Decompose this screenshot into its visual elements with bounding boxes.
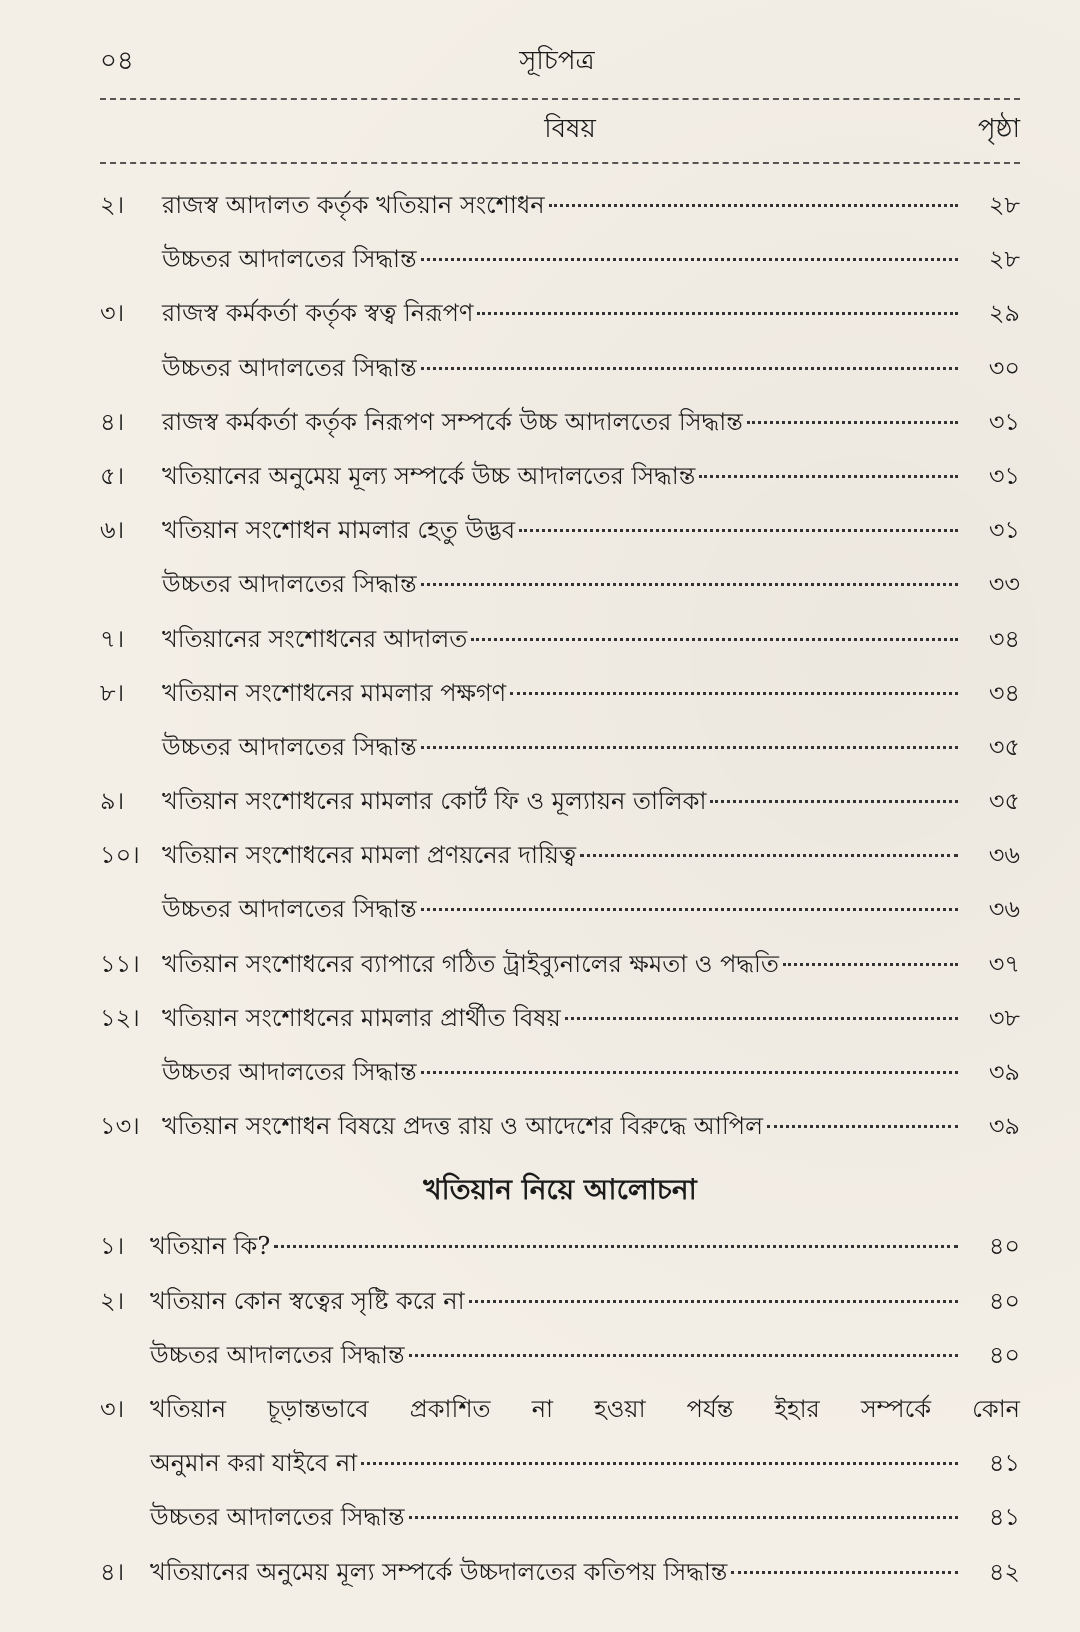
section-title: খতিয়ান নিয়ে আলোচনা [423,1173,697,1207]
entry-title: উচ্চতর আদালতের সিদ্ধান্ত [150,1340,405,1369]
toc-entry [100,1219,1020,1273]
entry-page: ৩৬ [988,895,1020,924]
dot-leader [421,367,958,370]
entry-page: ৪১ [988,1449,1020,1478]
entry-title: রাজস্ব কর্মকর্তা কর্তৃক নিরূপণ সম্পর্কে উচ্চ আদালতের সিদ্ধান্ত [162,407,743,436]
entry-number: ৩। [100,299,125,328]
entry-number: ১০। [100,841,140,870]
toc-entry [100,828,1020,882]
entry-title: খতিয়ান কোন স্বত্বের সৃষ্টি করে না [150,1286,465,1315]
entry-title: অনুমান করা যাইবে না [150,1449,358,1478]
entry-number: ২। [100,191,125,219]
toc-entry [100,286,1020,340]
entry-page: ৪২ [988,1557,1020,1586]
entry-page: ৩১ [988,407,1020,436]
dot-leader [469,1300,958,1303]
entry-page: ৩৩ [988,570,1020,599]
toc-entry [100,774,1020,828]
entry-page: ২৯ [988,299,1020,328]
toc-entry [100,666,1020,720]
entry-page: ২৮ [988,191,1020,219]
dot-leader [421,583,958,586]
entry-title: উচ্চতর আদালতের সিদ্ধান্ত [162,353,417,382]
entry-page: ৩৭ [988,949,1020,978]
toc-entry [100,503,1020,557]
toc-entry [100,1045,1020,1099]
toc-entry [100,612,1020,666]
toc-entry [100,720,1020,774]
entry-title: খতিয়ান সংশোধনের মামলার কোর্ট ফি ও মূল্যায়ন তালিকা [162,787,707,816]
dot-leader [409,1354,958,1357]
toc-entry [100,1328,1020,1382]
dot-leader [519,529,958,532]
dot-leader [421,908,958,911]
entry-page: ৩১ [988,461,1020,490]
toc-entry [100,1490,1020,1544]
running-head [100,40,1020,90]
entry-title: উচ্চতর আদালতের সিদ্ধান্ত [162,1058,417,1086]
entry-title: খতিয়ান সংশোধনের মামলার পক্ষগণ [162,678,507,707]
entry-page: ৩৪ [988,678,1020,707]
toc-entry [100,341,1020,395]
dot-leader [767,1125,958,1128]
toc-entry [100,1099,1020,1153]
entry-page: ৩৯ [988,1058,1020,1086]
dot-leader [565,1017,958,1020]
entry-number: ১১। [100,949,140,978]
toc-entry [100,1382,1020,1436]
entry-title: উচ্চতর আদালতের সিদ্ধান্ত [162,245,417,274]
toc-entry [100,232,1020,286]
dot-leader [747,421,958,424]
entry-page: ৪০ [988,1232,1020,1261]
entry-page: ৩৬ [988,841,1020,870]
entry-title: খতিয়ানের অনুমেয় মূল্য সম্পর্কে উচ্চ আদালতের সিদ্ধান্ত [162,461,696,490]
dot-leader [699,475,958,478]
entry-page: ৩৫ [988,787,1020,816]
dot-leader [580,854,958,857]
subject-heading: বিষয় [544,114,596,144]
entry-number: ৮। [100,678,125,707]
entry-number: ১২। [100,1003,140,1032]
toc-list-section2 [100,1219,1020,1598]
entry-number: ৪। [100,1557,125,1586]
toc-entry [100,557,1020,611]
entry-title: খতিয়ান সংশোধনের মামলা প্রণয়নের দায়িত্ব [162,841,577,870]
entry-number: ১৩। [100,1112,140,1141]
page-number: ০৪ [100,46,134,76]
entry-title: রাজস্ব আদালত কর্তৃক খতিয়ান সংশোধন [162,191,545,219]
dot-leader [477,312,958,315]
dot-leader [421,1071,958,1074]
entry-title: খতিয়ানের সংশোধনের আদালত [162,624,468,653]
entry-page: ৪০ [988,1286,1020,1315]
entry-title: খতিয়ান সংশোধন মামলার হেতু উদ্ভব [162,516,516,545]
entry-page: ৩০ [988,353,1020,382]
entry-page: ৩১ [988,516,1020,545]
dot-leader [783,963,958,966]
toc-entry [100,395,1020,449]
entry-page: ৪১ [988,1503,1020,1532]
entry-title: উচ্চতর আদালতের সিদ্ধান্ত [162,732,417,761]
entry-title: খতিয়ান কি? [150,1232,271,1261]
entry-page: ৩৫ [988,732,1020,761]
toc-entry [100,882,1020,936]
toc-list [100,178,1020,1153]
entry-number: ৩। [100,1394,125,1423]
entry-page: ৩৮ [988,1003,1020,1032]
entry-title: খতিয়ানের অনুমেয় মূল্য সম্পর্কে উচ্চদালতের কতিপয় সিদ্ধান্ত [150,1557,728,1586]
toc-entry [100,937,1020,991]
dot-leader [471,638,958,641]
running-title: সূচিপত্র [519,46,595,76]
dot-leader [731,1571,958,1574]
entry-title: খতিয়ান সংশোধনের মামলার প্রার্থীত বিষয় [162,1003,561,1032]
dot-leader [421,258,958,261]
dot-leader [421,746,958,749]
dot-leader [274,1245,958,1248]
dot-leader [549,204,958,207]
entry-title: খতিয়ান সংশোধনের ব্যাপারে গঠিত ট্রাইব্যুনালের ক্ষমতা ও পদ্ধতি [162,949,779,978]
entry-page: ৩৪ [988,624,1020,653]
entry-title: রাজস্ব কর্মকর্তা কর্তৃক স্বত্ব নিরূপণ [162,299,474,328]
toc-entry [100,1274,1020,1328]
dot-leader [409,1516,958,1519]
entry-page: ৩৯ [988,1112,1020,1141]
entry-number: ৯। [100,787,125,816]
entry-title: খতিয়ান সংশোধন বিষয়ে প্রদত্ত রায় ও আদেশের বিরুদ্ধে আপিল [162,1112,763,1141]
entry-number: ১। [100,1232,125,1261]
toc-entry [100,1436,1020,1490]
entry-number: ৪। [100,407,125,436]
toc-entry [100,178,1020,232]
dot-leader [710,800,958,803]
entry-title: খতিয়ান চূড়ান্তভাবে প্রকাশিত না হওয়া পর্যন্ত ইহার সম্পর্কে কোন [150,1394,1020,1423]
column-header [100,100,1020,154]
entry-number: ৫। [100,461,125,490]
toc-entry [100,1545,1020,1599]
entry-page: ২৮ [988,245,1020,274]
toc-entry [100,449,1020,503]
entry-title: উচ্চতর আদালতের সিদ্ধান্ত [150,1503,405,1532]
entry-title: উচ্চতর আদালতের সিদ্ধান্ত [162,570,417,599]
page-heading: পৃষ্ঠা [977,114,1020,144]
entry-page: ৪০ [988,1340,1020,1369]
header-rule [100,162,1020,164]
entry-number: ৬। [100,516,125,545]
toc-entry [100,991,1020,1045]
dot-leader [510,692,958,695]
entry-title: উচ্চতর আদালতের সিদ্ধান্ত [162,895,417,924]
dot-leader [361,1462,958,1465]
entry-number: ৭। [100,624,125,653]
entry-number: ২। [100,1286,125,1315]
